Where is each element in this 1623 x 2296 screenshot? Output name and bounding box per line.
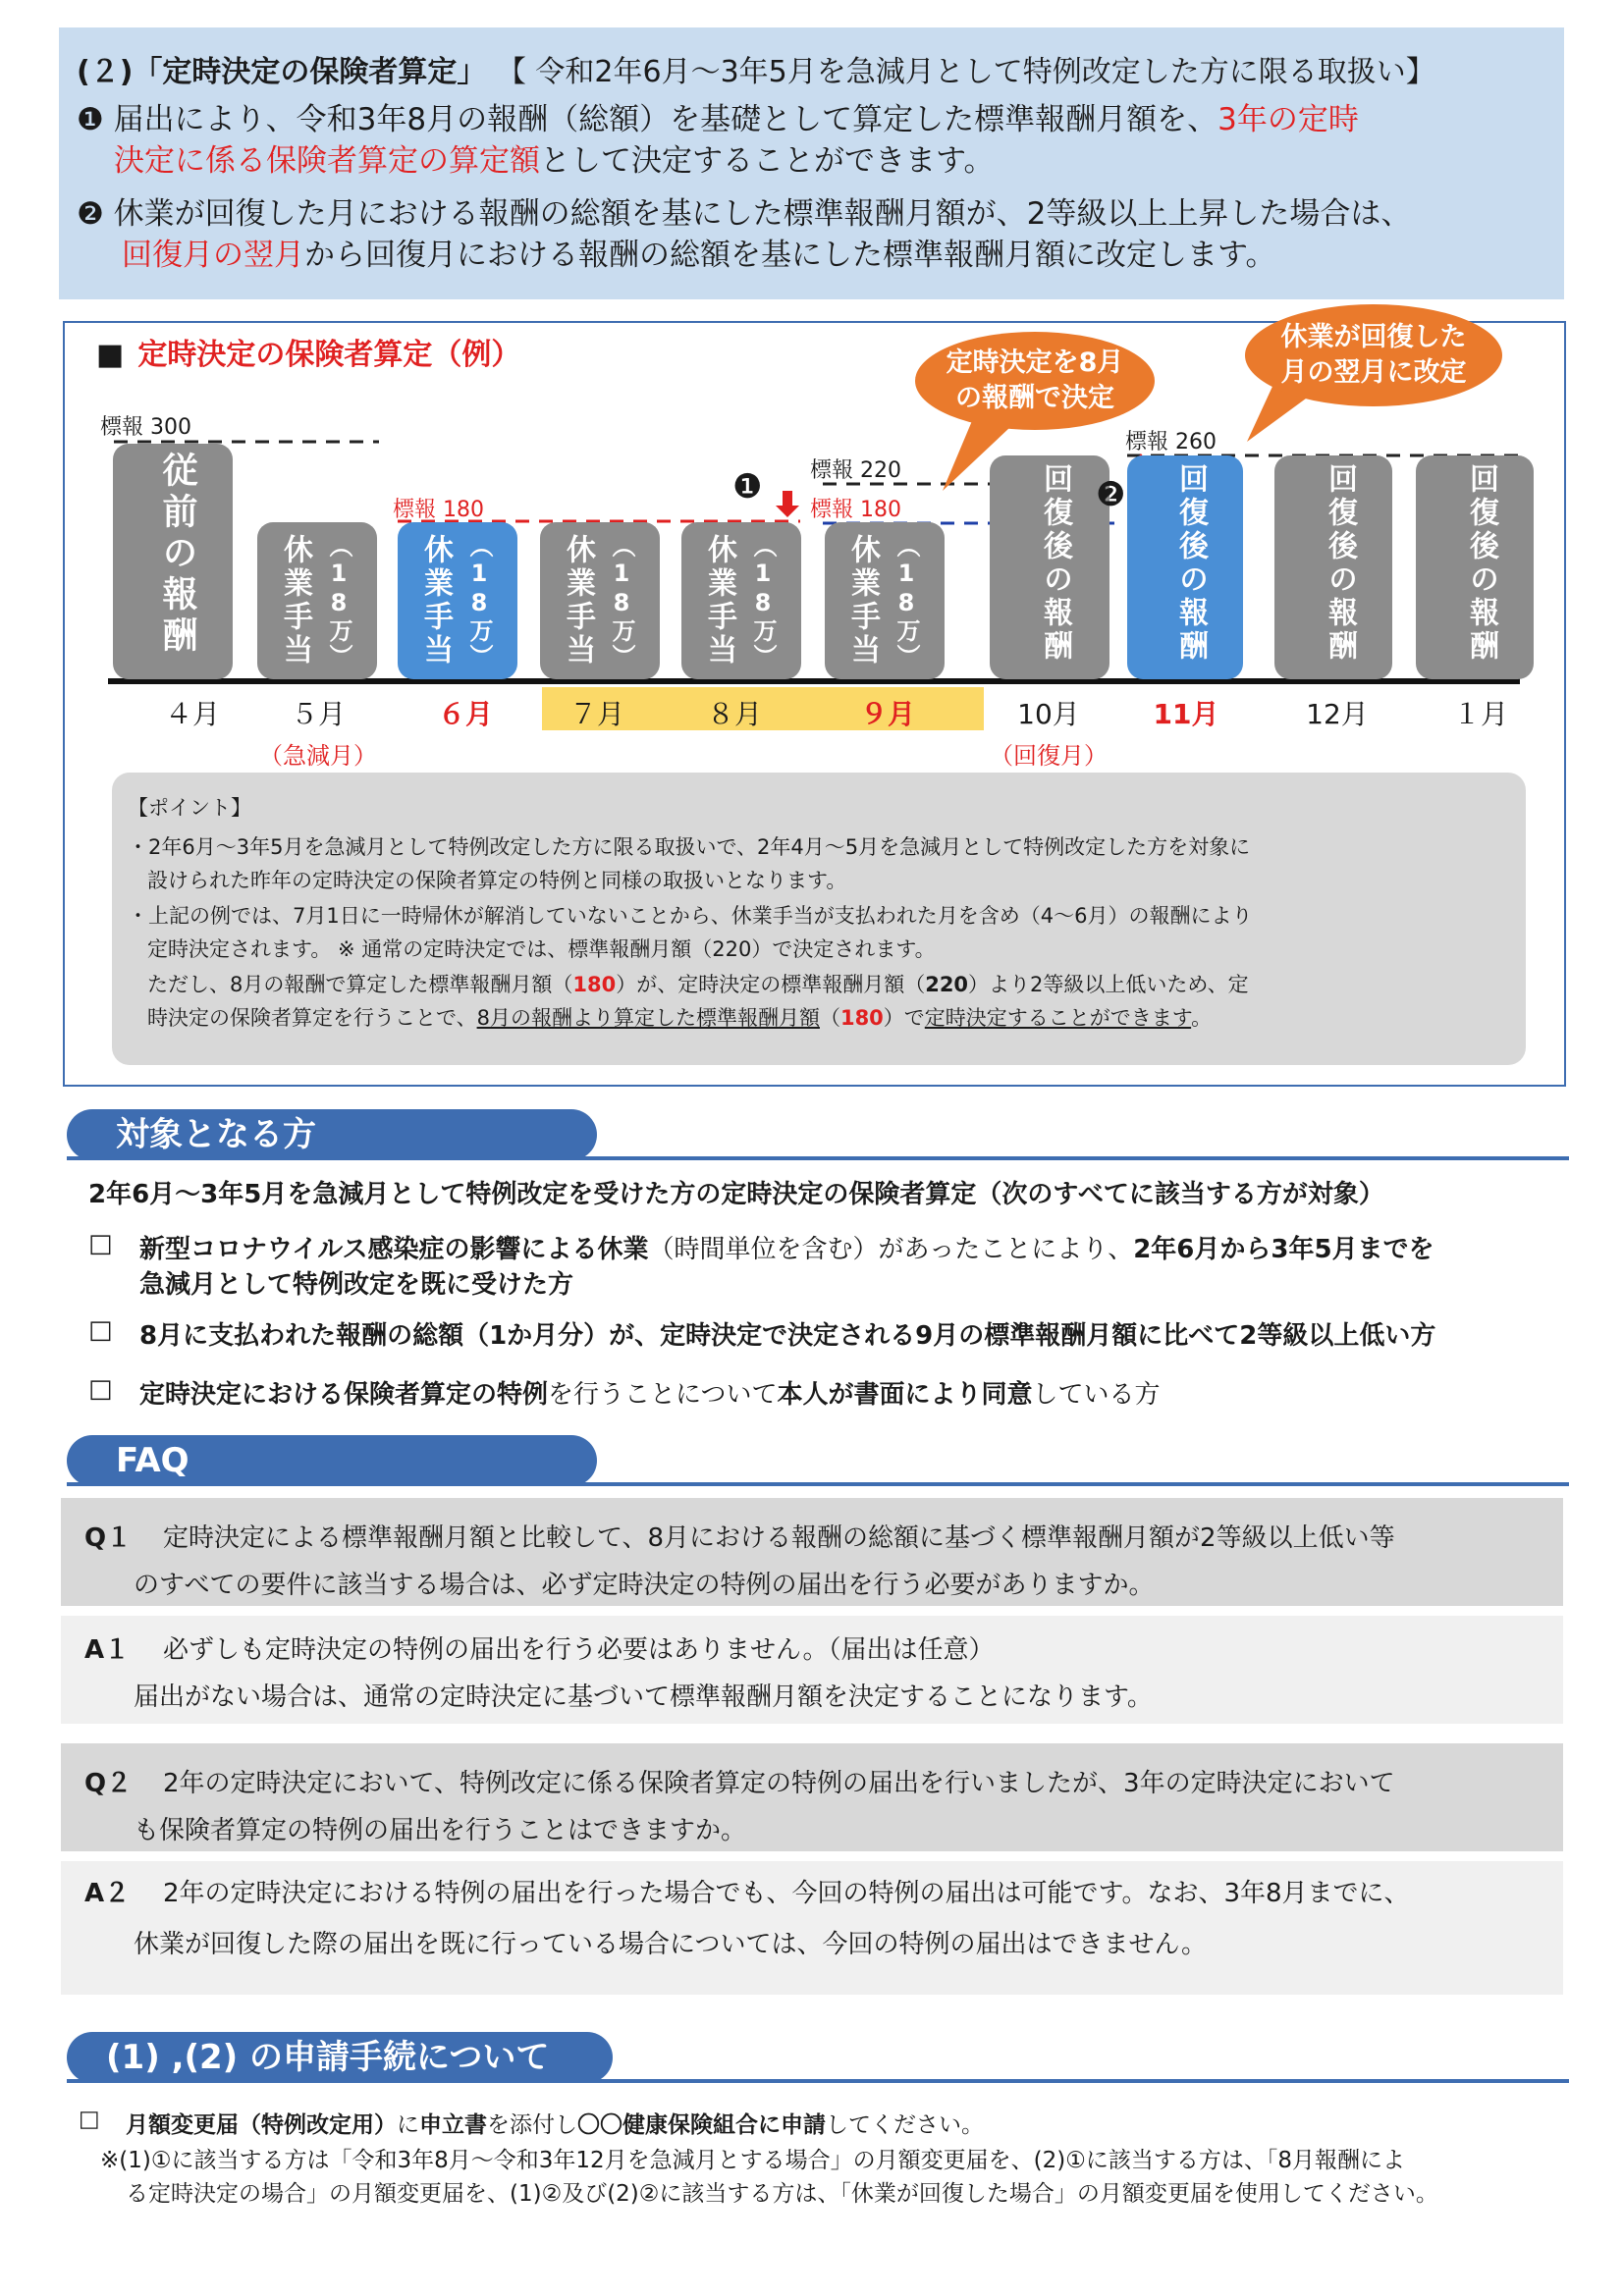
- faq-heading-line: [67, 1482, 1569, 1486]
- checkbox-1[interactable]: □: [88, 1229, 113, 1258]
- target-heading-line: [67, 1156, 1569, 1160]
- callout-1: 定時決定を8月 の報酬で決定: [915, 332, 1155, 430]
- faq-q1-line-1: 定時決定による標準報酬月額と比較して、8月における報酬の総額に基づく標準報酬月額が2等級以上低い等: [163, 1523, 1395, 1553]
- faq-heading: FAQ: [67, 1435, 597, 1486]
- month-august: ８月: [706, 698, 762, 730]
- month-january: １月: [1452, 698, 1508, 730]
- checkbox-2[interactable]: □: [88, 1315, 113, 1345]
- month-june: ６月: [437, 698, 493, 730]
- bar-january: 回復後の報酬: [1416, 455, 1534, 679]
- bar-july: 休業手当 （18万）: [540, 522, 660, 679]
- point-2-line-3: ただし、8月の報酬で算定した標準報酬月額（180）が、定時決定の標準報酬月額（220）より2等級以上低いため、定: [147, 973, 1249, 996]
- sub-label-october: （回復月）: [990, 742, 1108, 770]
- procedure-line-3: る定時決定の場合」の月額変更届を、(1)②及び(2)②に該当する方は、「休業が回復した場合」の月額変更届を使用してください。: [126, 2181, 1438, 2207]
- target-item-2: 8月に支払われた報酬の総額（1か月分）が、定時決定で決定される9月の標準報酬月額に比べて2等級以上低い方: [139, 1321, 1436, 1351]
- marker-1: ❶: [77, 102, 104, 137]
- bar-december: 回復後の報酬: [1274, 455, 1392, 679]
- title-note: 【 令和2年6月～3年5月を急減月として特例改定した方に限る取扱い】: [496, 55, 1435, 89]
- sub-label-may: （急減月）: [259, 742, 377, 770]
- label-hyoho-260: 標報 260: [1125, 430, 1217, 454]
- target-heading: 対象となる方: [67, 1109, 597, 1160]
- faq-a1-line-2: 届出がない場合は、通常の定時決定に基づいて標準報酬月額を決定することになります。: [134, 1682, 1153, 1712]
- checkbox-3[interactable]: □: [88, 1374, 113, 1404]
- procedure-line-1: 月額変更届（特例改定用）に申立書を添付し〇〇健康保険組合に申請してください。: [126, 2112, 984, 2138]
- callout-2: 休業が回復した 月の翌月に改定: [1245, 304, 1502, 406]
- month-december: 12月: [1306, 698, 1369, 730]
- target-lead: 2年6月～3年5月を急減月として特例改定を受けた方の定時決定の保険者算定（次のすべてに該当する方が対象）: [88, 1180, 1384, 1209]
- label-hyoho-180b: 標報 180: [810, 498, 901, 522]
- procedure-checkbox[interactable]: □: [79, 2107, 100, 2132]
- section-title: (２)「定時決定の保険者算定」 【 令和2年6月～3年5月を急減月として特例改定した方に限る取扱い】: [77, 55, 1435, 89]
- label-hyoho-220: 標報 220: [810, 458, 901, 483]
- marker-2: ❷: [77, 196, 104, 232]
- target-item-1-line-1: 新型コロナウイルス感染症の影響による休業（時間単位を含む）があったことにより、2年6月から3年5月までを: [139, 1235, 1434, 1264]
- procedure-heading: (1) ,(2) の申請手続について: [67, 2032, 613, 2083]
- faq-q1-line-2: のすべての要件に該当する場合は、必ず定時決定の特例の届出を行う必要がありますか。: [134, 1571, 1155, 1600]
- bar-august: 休業手当 （18万）: [681, 522, 801, 679]
- faq-q2-tag: Q２: [84, 1769, 133, 1798]
- marker-1-chart: ❶: [732, 467, 763, 507]
- month-september: ９月: [859, 698, 915, 730]
- item1-line1: ❶ 届出により、令和3年8月の報酬（総額）を基礎として算定した標準報酬月額を、3年の定時: [77, 102, 1359, 137]
- point-2-line-4: 時決定の保険者算定を行うことで、8月の報酬より算定した標準報酬月額（180）で定時決定することができます。: [147, 1006, 1213, 1030]
- item1-line2: 決定に係る保険者算定の算定額として決定することができます。: [114, 143, 995, 179]
- faq-a2-line-1: 2年の定時決定における特例の届出を行った場合でも、今回の特例の届出は可能です。なお、3年8月までに、: [163, 1879, 1410, 1908]
- procedure-heading-line: [67, 2079, 1569, 2083]
- bar-april-label: 従前の報酬: [157, 452, 197, 658]
- bar-may: 休業手当 （18万）: [257, 522, 377, 679]
- faq-q2-line-2: も保険者算定の特例の届出を行うことはできますか。: [134, 1816, 747, 1845]
- target-item-1-line-2: 急減月として特例改定を既に受けた方: [139, 1270, 574, 1300]
- bar-june: 休業手当 （18万）: [398, 522, 517, 679]
- month-november: 11月: [1153, 698, 1219, 730]
- month-october: 10月: [1017, 698, 1080, 730]
- target-item-3: 定時決定における保険者算定の特例を行うことについて本人が書面により同意している方: [139, 1380, 1161, 1410]
- label-hyoho-180a: 標報 180: [393, 498, 484, 522]
- faq-a2-line-2: 休業が回復した際の届出を既に行っている場合については、今回の特例の届出はできません。: [134, 1930, 1208, 1959]
- bar-november: 回復後の報酬: [1127, 455, 1243, 679]
- bar-september: 休業手当 （18万）: [825, 522, 945, 679]
- point-1-line-1: ・2年6月～3年5月を急減月として特例改定した方に限る取扱いで、2年4月～5月を急減月として特例改定した方を対象に: [128, 835, 1251, 859]
- marker-2-chart: ❷: [1096, 475, 1126, 514]
- faq-a1-line-1: 必ずしも定時決定の特例の届出を行う必要はありません。（届出は任意）: [163, 1635, 995, 1665]
- procedure-line-2: ※(1)①に該当する方は「令和3年8月～令和3年12月を急減月とする場合」の月額変更届を、(2)①に該当する方は、「8月報酬によ: [100, 2148, 1405, 2173]
- faq-a2-tag: A２: [84, 1879, 131, 1908]
- faq-q2-line-1: 2年の定時決定において、特例改定に係る保険者算定の特例の届出を行いましたが、3年の定時決定において: [163, 1769, 1395, 1798]
- point-2-line-1: ・上記の例では、7月1日に一時帰休が解消していないことから、休業手当が支払われた月を含め（4～6月）の報酬により: [128, 904, 1253, 928]
- bar-october: 回復後の報酬: [990, 455, 1109, 679]
- label-hyoho-300: 標報 300: [100, 415, 191, 440]
- month-april: ４月: [164, 698, 220, 730]
- point-1-line-2: 設けられた昨年の定時決定の保険者算定の特例と同様の取扱いとなります。: [147, 869, 847, 892]
- point-title: 【ポイント】: [128, 796, 251, 820]
- faq-q1-tag: Q１: [84, 1523, 133, 1553]
- faq-a1-tag: A１: [84, 1635, 131, 1665]
- month-july: ７月: [568, 698, 624, 730]
- item2-line2: 回復月の翌月から回復月における報酬の総額を基にした標準報酬月額に改定します。: [122, 238, 1276, 273]
- example-heading: ■ 定時決定の保険者算定（例）: [96, 338, 521, 372]
- item2-line1: ❷ 休業が回復した月における報酬の総額を基にした標準報酬月額が、2等級以上上昇した場合は、: [77, 196, 1412, 232]
- point-2-line-2: 定時決定されます。 ※ 通常の定時決定では、標準報酬月額（220）で決定されます。: [147, 937, 936, 961]
- month-may: ５月: [290, 698, 346, 730]
